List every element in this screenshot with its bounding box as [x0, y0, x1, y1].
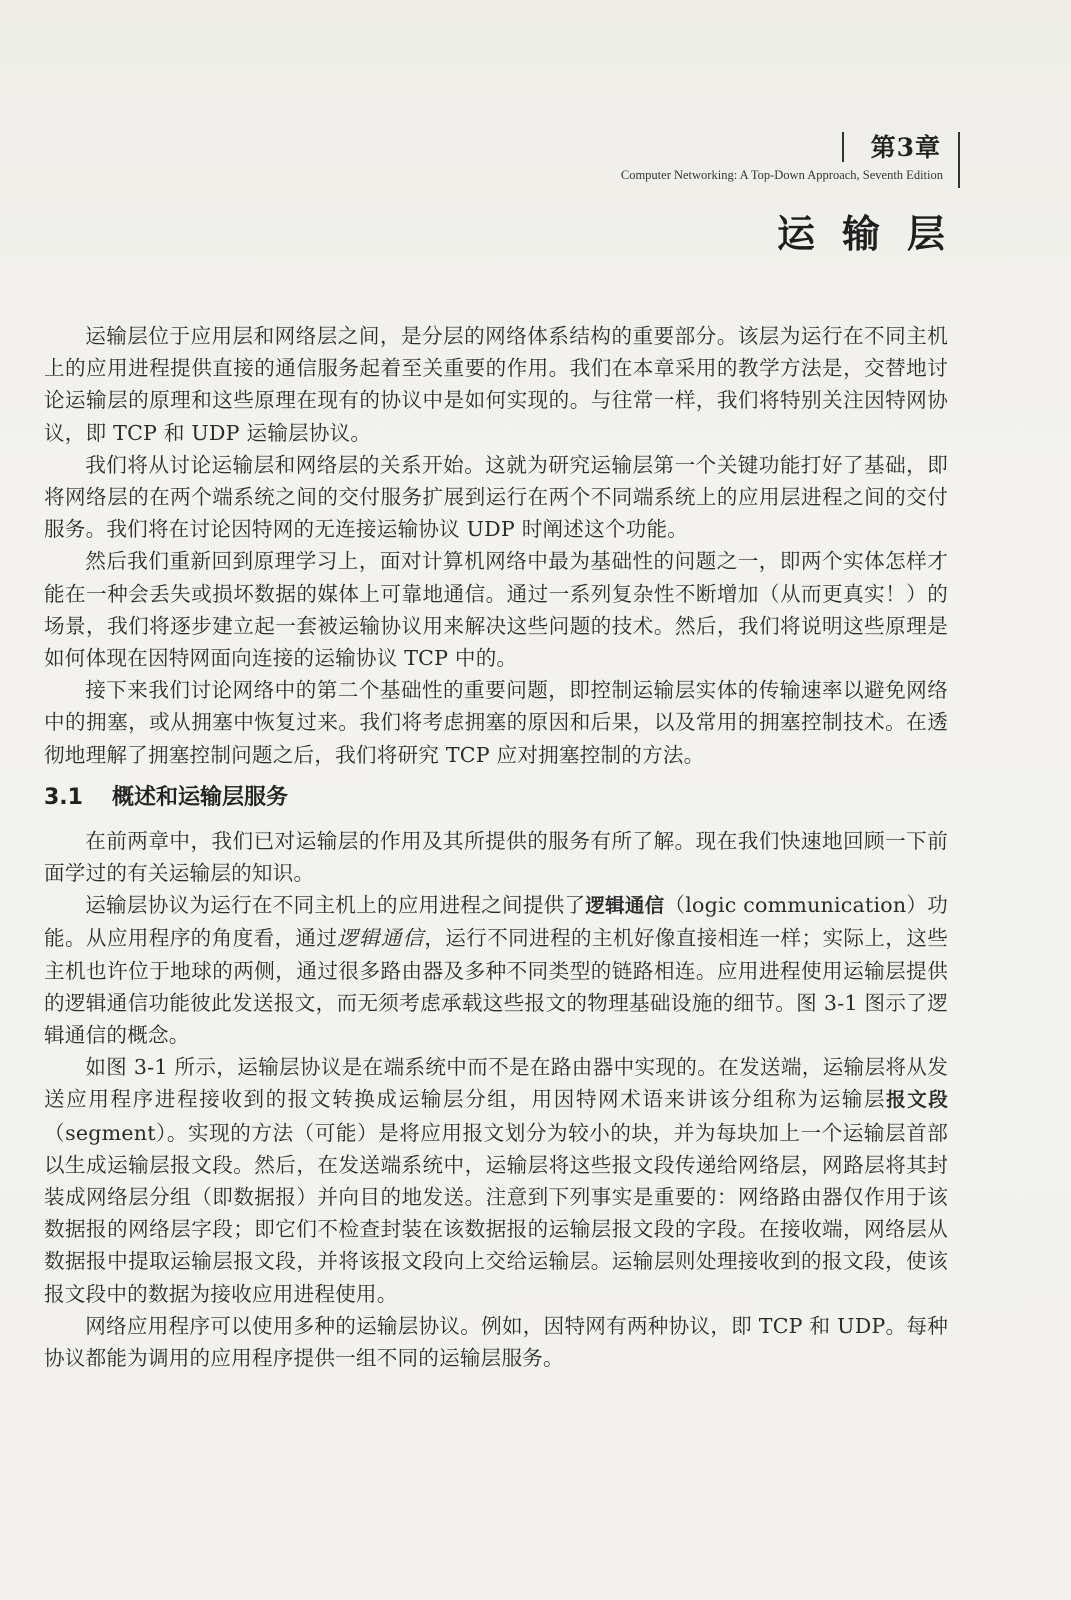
section-paragraph-3-part-b: （segment）。实现的方法（可能）是将应用报文划分为较小的块，并为每块加上一个运输层首部以生成运输层报文段。然后，在发送端系统中，运输层将这些报文段传递给网络层，网路层将其封装成网络层分组（即数据报）并向目的地发送。注意到下列事实是重要的：网络路由器仅作用于该数据报的网络层字段；即它们不检查封装在该数据报的运输层报文段的字段。在接收端，网络层从数据报中提取运输层报文段，并将该报文段向上交给运输层。运输层则处理接收到的报文段，使该报文段中的数据为接收应用进程使用。 [44, 1120, 948, 1306]
chapter-rule-left [842, 132, 844, 162]
section-paragraph-1: 在前两章中，我们已对运输层的作用及其所提供的服务有所了解。现在我们快速地回顾一下前面学过的有关运输层的知识。 [44, 828, 948, 886]
section-paragraph-2-part-a: 运输层协议为运行在不同主机上的应用进程之间提供了 [85, 893, 586, 918]
section-paragraph-3 [44, 1051, 948, 1310]
section-paragraph-4: 网络应用程序可以使用多种的运输层协议。例如，因特网有两种协议，即 TCP 和 UDP。每种协议都能为调用的应用程序提供一组不同的运输层服务。 [44, 1313, 948, 1371]
italic-logic-communication: 逻辑通信 [337, 926, 425, 951]
section-number: 3.1 [44, 784, 83, 810]
intro-paragraph-2: 我们将从讨论运输层和网络层的关系开始。这就为研究运输层第一个关键功能打好了基础，即将网络层的在两个端系统之间的交付服务扩展到运行在两个不同端系统上的应用层进程之间的交付服务。我们将在讨论因特网的无连接运输协议 UDP 时阐述这个功能。 [44, 452, 948, 542]
intro-paragraph-4: 接下来我们讨论网络中的第二个基础性的重要问题，即控制运输层实体的传输速率以避免网络中的拥塞，或从拥塞中恢复过来。我们将考虑拥塞的原因和后果，以及常用的拥塞控制技术。在透彻地理解了拥塞控制问题之后，我们将研究 TCP 应对拥塞控制的方法。 [44, 678, 948, 767]
chapter-label: 第3章 [870, 133, 941, 162]
section-paragraph-2-part-b: （logic communication）功能。从应用程序的角度看，通过 [44, 893, 948, 951]
section-title: 概述和运输层服务 [112, 784, 289, 810]
intro-paragraph-1: 运输层位于应用层和网络层之间，是分层的网络体系结构的重要部分。该层为运行在不同主机上的应用进程提供直接的通信服务起着至关重要的作用。我们在本章采用的教学方法是，交替地讨论运输层的原理和这些原理在现有的协议中是如何实现的。与往常一样，我们将特别关注因特网协议，即 TCP 和 UDP 运输层协议。 [44, 324, 948, 445]
intro-paragraph-3: 然后我们重新回到原理学习上，面对计算机网络中最为基础性的问题之一，即两个实体怎样才能在一种会丢失或损坏数据的媒体上可靠地通信。通过一系列复杂性不断增加（从而更真实！）的场景，我们将逐步建立起一套被运输协议用来解决这些问题的技术。然后，我们将说明这些原理是如何体现在因特网面向连接的运输协议 TCP 中的。 [44, 549, 948, 671]
chapter-title: 运输层 [776, 211, 972, 256]
body-text [44, 320, 948, 1374]
term-logic-communication: 逻辑通信 [585, 894, 665, 918]
section-heading [44, 781, 948, 815]
chapter-rule-right [958, 132, 960, 188]
section-paragraph-2-part-c: ，运行不同进程的主机好像直接相连一样；实际上，这些主机也许位于地球的两侧，通过很多路由器及多种不同类型的链路相连。应用进程使用运输层提供的逻辑通信功能彼此发送报文，而无须考虑承载这些报文的物理基础设施的细节。图 3-1 图示了逻辑通信的概念。 [44, 926, 949, 1048]
section-paragraph-3-part-a: 如图 3-1 所示，运输层协议是在端系统中而不是在路由器中实现的。在发送端，运输层将从发送应用程序进程接收到的报文转换成运输层分组，用因特网术语来讲该分组称为运输层 [44, 1055, 948, 1112]
section-paragraph-2 [44, 889, 948, 1051]
term-segment: 报文段 [886, 1088, 948, 1112]
book-title: Computer Networking: A Top-Down Approach, Seventh Edition [620, 168, 943, 182]
